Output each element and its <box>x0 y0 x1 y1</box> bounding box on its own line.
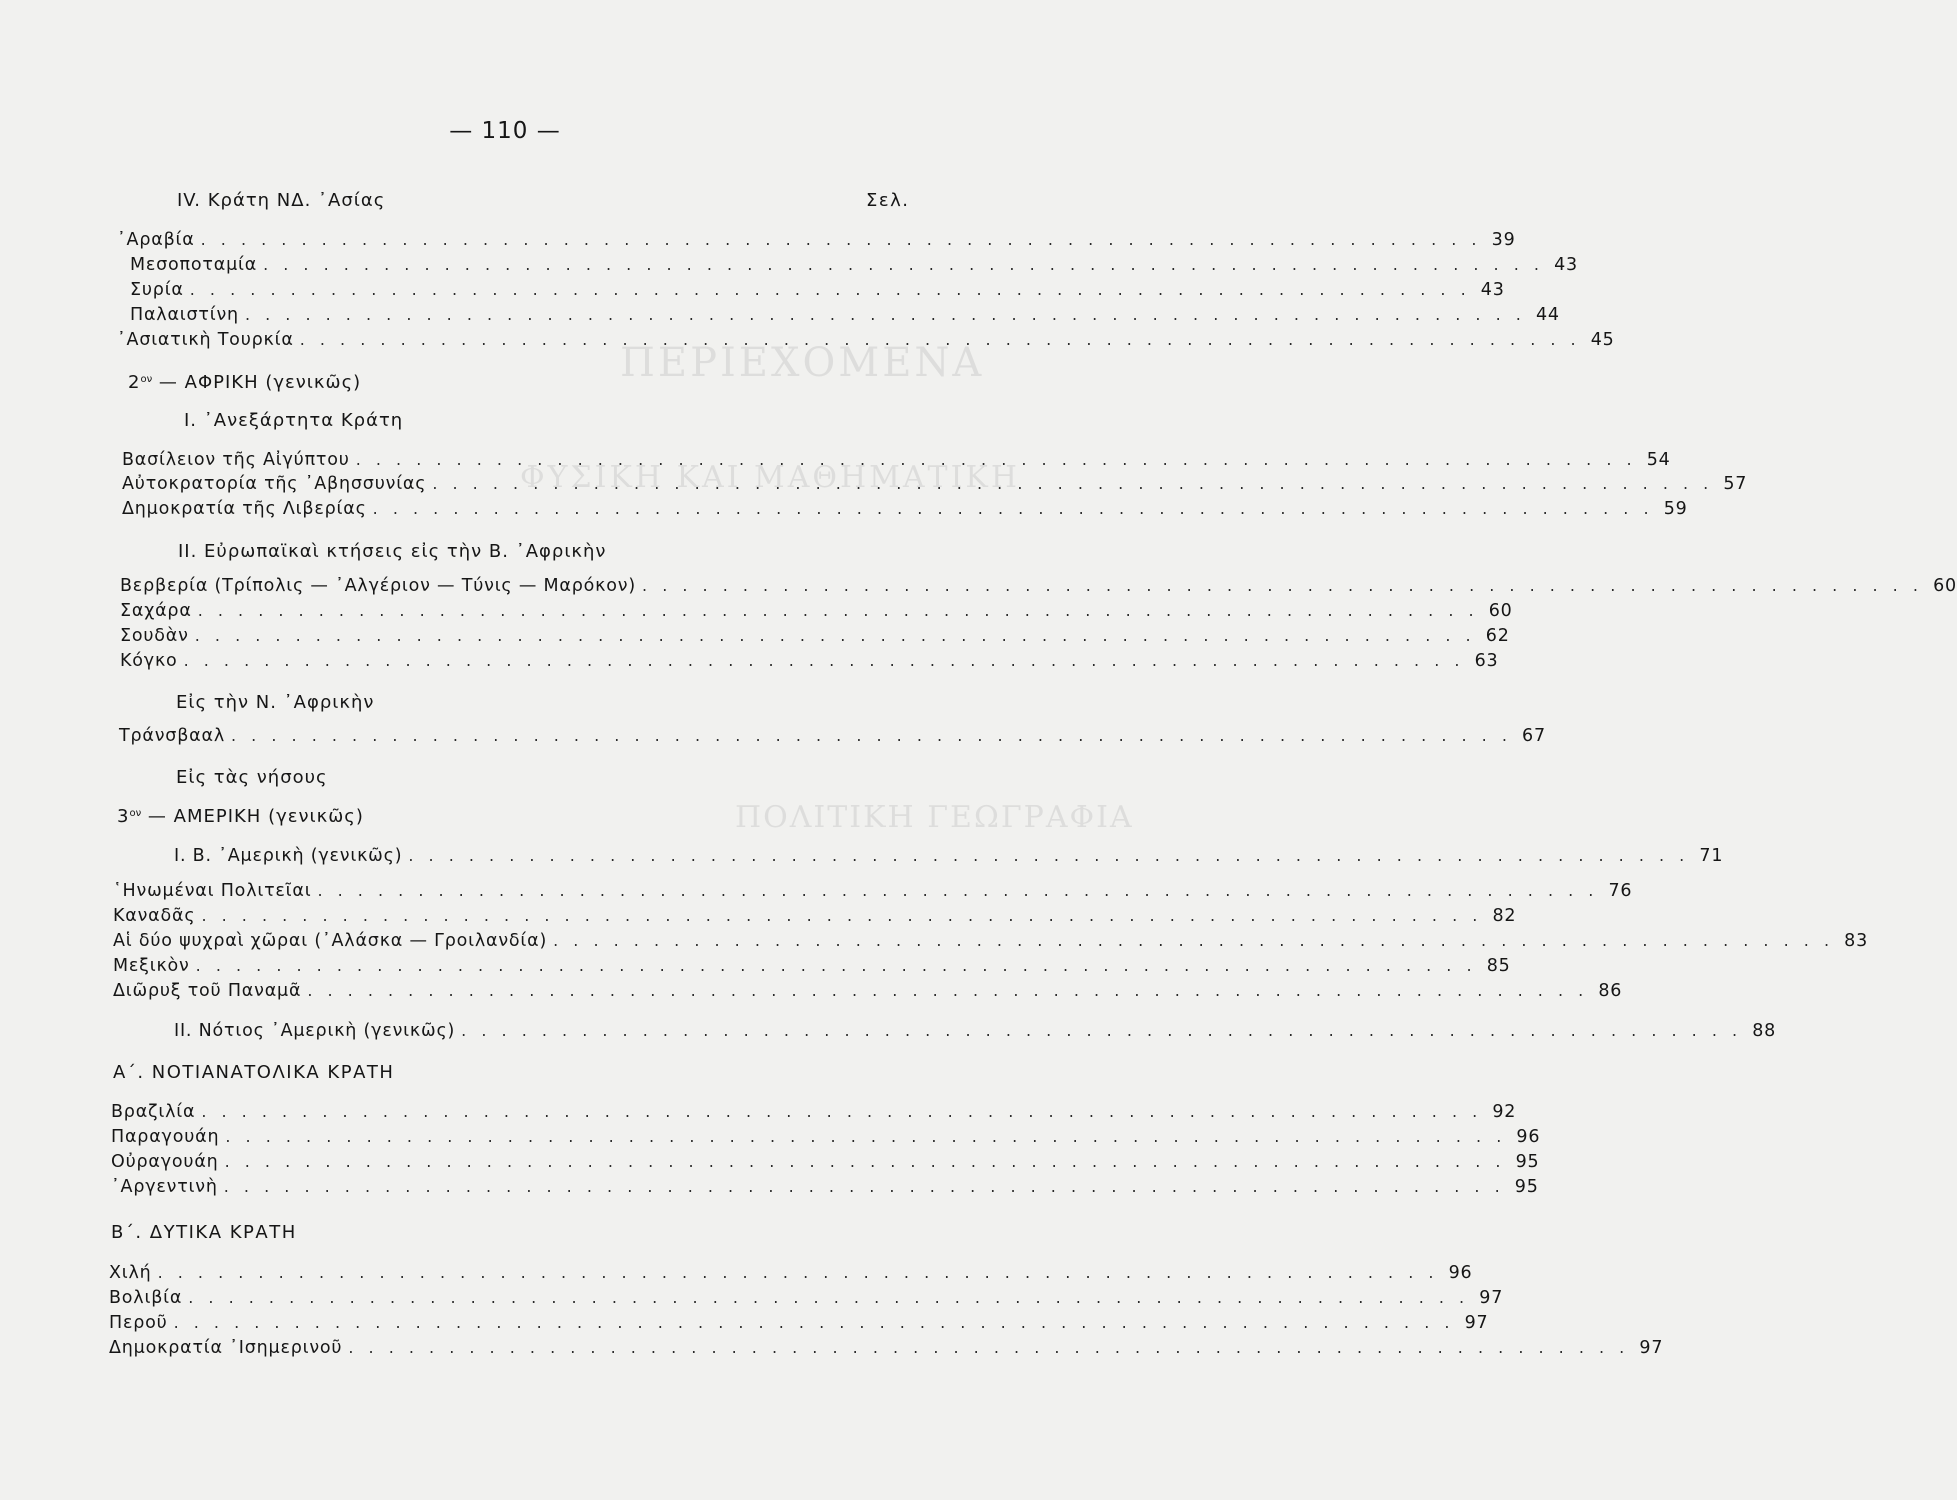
dot-leader <box>201 906 1482 925</box>
toc-entry[interactable] <box>122 450 1671 474</box>
entry-label: Σαχάρα <box>120 601 192 621</box>
toc-entry[interactable] <box>117 330 1615 354</box>
section-title: — ΑΦΡΙΚΗ (γενικῶς) <box>158 372 362 393</box>
entry-page: 86 <box>1598 981 1623 1001</box>
dot-leader <box>307 981 1588 1000</box>
dot-leader <box>642 576 1923 595</box>
entry-page: 83 <box>1844 931 1869 951</box>
dot-leader <box>190 280 1471 299</box>
entry-page: 67 <box>1522 726 1546 746</box>
toc-entry[interactable] <box>130 255 1578 279</box>
dot-leader <box>231 726 1512 745</box>
entry-page: 82 <box>1492 906 1517 926</box>
entry-label: II. Νότιος ᾿Αμερικὴ (γενικῶς) <box>174 1021 456 1041</box>
entry-page: 43 <box>1480 280 1505 300</box>
dot-leader <box>245 305 1526 324</box>
entry-label: Βραζιλία <box>111 1102 196 1122</box>
entry-label: Δημοκρατία τῆς Λιβερίας <box>122 499 367 519</box>
dot-leader <box>317 881 1598 900</box>
entry-label: I. Β. ᾿Αμερικὴ (γενικῶς) <box>174 846 403 866</box>
toc-entry[interactable] <box>117 230 1516 254</box>
toc-entry[interactable] <box>111 1152 1540 1176</box>
entry-page: 85 <box>1486 956 1511 976</box>
entry-label: Σουδὰν <box>120 626 189 646</box>
toc-entry[interactable] <box>113 981 1623 1005</box>
entry-page: 54 <box>1646 450 1671 470</box>
entry-page: 88 <box>1752 1021 1777 1041</box>
section-number: 2 <box>128 372 141 393</box>
section-heading-independent-states: I. ᾿Ανεξάρτητα Κράτη <box>184 410 404 431</box>
dot-leader <box>373 499 1654 518</box>
dot-leader <box>195 626 1476 645</box>
toc-entry[interactable] <box>113 956 1511 980</box>
toc-entry[interactable] <box>130 305 1560 329</box>
entry-page: 39 <box>1491 230 1516 250</box>
bleed-through-text: ΦΥΣΙΚΗ ΚΑΙ ΜΑΘΗΜΑΤΙΚΗ <box>520 460 1020 495</box>
entry-label: ᾿Αργεντινὴ <box>111 1177 218 1197</box>
entry-page: 43 <box>1554 255 1578 275</box>
toc-entry[interactable] <box>113 906 1517 930</box>
entry-page: 95 <box>1514 1177 1539 1197</box>
bleed-through-text: ΠΕΡΙΕΧΟΜΕΝΑ <box>620 340 985 386</box>
section-heading-america <box>117 806 364 827</box>
toc-entry[interactable] <box>174 1021 1777 1045</box>
entry-page: 76 <box>1608 881 1633 901</box>
entry-label: Διῶρυξ τοῦ Παναμᾶ <box>113 981 302 1001</box>
toc-entry[interactable] <box>120 601 1513 625</box>
entry-label: Μεξικὸν <box>113 956 190 976</box>
ordinal-suffix: ον <box>140 374 153 385</box>
entry-label: Καναδᾶς <box>113 906 196 926</box>
ordinal-suffix: ον <box>129 808 142 819</box>
section-heading-sw-asia: IV. Κράτη ΝΔ. ᾿Ασίας <box>177 190 386 211</box>
page-column-label: Σελ. <box>866 190 910 211</box>
toc-entry[interactable] <box>109 1263 1473 1287</box>
entry-page: 62 <box>1485 626 1510 646</box>
entry-page: 95 <box>1515 1152 1540 1172</box>
dot-leader <box>158 1263 1439 1282</box>
entry-page: 59 <box>1663 499 1688 519</box>
entry-label: Τράνσβααλ <box>119 726 225 746</box>
dot-leader <box>348 1338 1629 1357</box>
page-number: — 110 — <box>449 118 561 144</box>
dot-leader <box>224 1177 1505 1196</box>
dot-leader <box>408 846 1689 865</box>
entry-page: 63 <box>1474 651 1499 671</box>
entry-label: ᾿Αραβία <box>117 230 195 250</box>
toc-entry[interactable] <box>120 626 1510 650</box>
toc-entry[interactable] <box>113 881 1633 905</box>
toc-entry[interactable] <box>109 1288 1504 1312</box>
entry-label: Περοῦ <box>109 1313 168 1333</box>
section-title: — ΑΜΕΡΙΚΗ (γενικῶς) <box>147 806 364 827</box>
entry-page: 97 <box>1479 1288 1504 1308</box>
entry-label: Βερβερία (Τρίπολις — ᾿Αλγέριον — Τύνις — Μαρόκον) <box>120 576 637 596</box>
dot-leader <box>188 1288 1469 1307</box>
entry-page: 57 <box>1723 474 1748 494</box>
entry-label: ῾Ηνωμέναι Πολιτεῖαι <box>113 881 312 901</box>
entry-label: Χιλή <box>109 1263 152 1283</box>
dot-leader <box>198 601 1479 620</box>
toc-entry[interactable] <box>120 576 1957 600</box>
section-heading-western-states: Β΄. ΔΥΤΙΚΑ ΚΡΑΤΗ <box>111 1222 297 1243</box>
section-heading-european-possessions: II. Εὐρωπαϊκαὶ κτήσεις εἰς τὴν Β. ᾿Αφρικὴν <box>178 541 607 562</box>
dot-leader <box>201 1102 1482 1121</box>
dot-leader <box>184 651 1465 670</box>
toc-entry[interactable] <box>119 726 1546 750</box>
dot-leader <box>225 1127 1506 1146</box>
toc-entry[interactable] <box>120 651 1499 675</box>
entry-label: Βολιβία <box>109 1288 183 1308</box>
entry-page: 92 <box>1492 1102 1517 1122</box>
entry-page: 96 <box>1516 1127 1541 1147</box>
entry-page: 97 <box>1639 1338 1664 1358</box>
dot-leader <box>196 956 1477 975</box>
toc-entry[interactable] <box>122 499 1688 523</box>
entry-label: Παλαιστίνη <box>130 305 239 325</box>
dot-leader <box>553 931 1834 950</box>
dot-leader <box>300 330 1581 349</box>
dot-leader <box>461 1021 1742 1040</box>
section-heading-south-africa: Εἰς τὴν Ν. ᾿Αφρικὴν <box>176 692 375 713</box>
dot-leader <box>263 255 1544 274</box>
entry-page: 45 <box>1590 330 1615 350</box>
entry-label: Δημοκρατία ᾿Ισημερινοῦ <box>109 1338 343 1358</box>
dot-leader <box>432 474 1713 493</box>
entry-page: 44 <box>1535 305 1560 325</box>
entry-label: Συρία <box>130 280 184 300</box>
entry-page: 96 <box>1448 1263 1473 1283</box>
toc-entry[interactable] <box>109 1338 1664 1362</box>
entry-label: Βασίλειον τῆς Αἰγύπτου <box>122 450 350 470</box>
toc-entry[interactable] <box>174 846 1724 870</box>
toc-entry[interactable] <box>109 1313 1489 1337</box>
section-heading-africa <box>128 372 361 393</box>
dot-leader <box>201 230 1482 249</box>
entry-label: Αὐτοκρατορία τῆς ᾿Αβησσυνίας <box>122 474 427 494</box>
dot-leader <box>356 450 1637 469</box>
entry-label: Παραγουάη <box>111 1127 220 1147</box>
entry-label: Οὐραγουάη <box>111 1152 219 1172</box>
entry-page: 60 <box>1488 601 1513 621</box>
section-heading-southeast-states: Α΄. ΝΟΤΙΑΝΑΤΟΛΙΚΑ ΚΡΑΤΗ <box>113 1062 395 1083</box>
entry-label: Κόγκο <box>120 651 178 671</box>
entry-label: Μεσοποταμία <box>130 255 258 275</box>
section-number: 3 <box>117 806 130 827</box>
toc-entry[interactable] <box>111 1102 1517 1126</box>
entry-label: ᾿Ασιατικὴ Τουρκία <box>117 330 294 350</box>
dot-leader <box>174 1313 1455 1332</box>
section-heading-islands: Εἰς τὰς νήσους <box>176 767 328 788</box>
entry-page: 71 <box>1699 846 1724 866</box>
entry-label: Αἱ δύο ψυχραὶ χῶραι (᾿Αλάσκα — Γροιλανδία) <box>113 931 548 951</box>
toc-entry[interactable] <box>111 1177 1539 1201</box>
bleed-through-text: ΠΟΛΙΤΙΚΗ ΓΕΩΓΡΑΦΙΑ <box>735 800 1134 835</box>
toc-entry[interactable] <box>111 1127 1541 1151</box>
dot-leader <box>225 1152 1506 1171</box>
toc-entry[interactable] <box>113 931 1869 955</box>
entry-page: 60 <box>1933 576 1957 596</box>
toc-entry[interactable] <box>130 280 1505 304</box>
entry-page: 97 <box>1464 1313 1489 1333</box>
